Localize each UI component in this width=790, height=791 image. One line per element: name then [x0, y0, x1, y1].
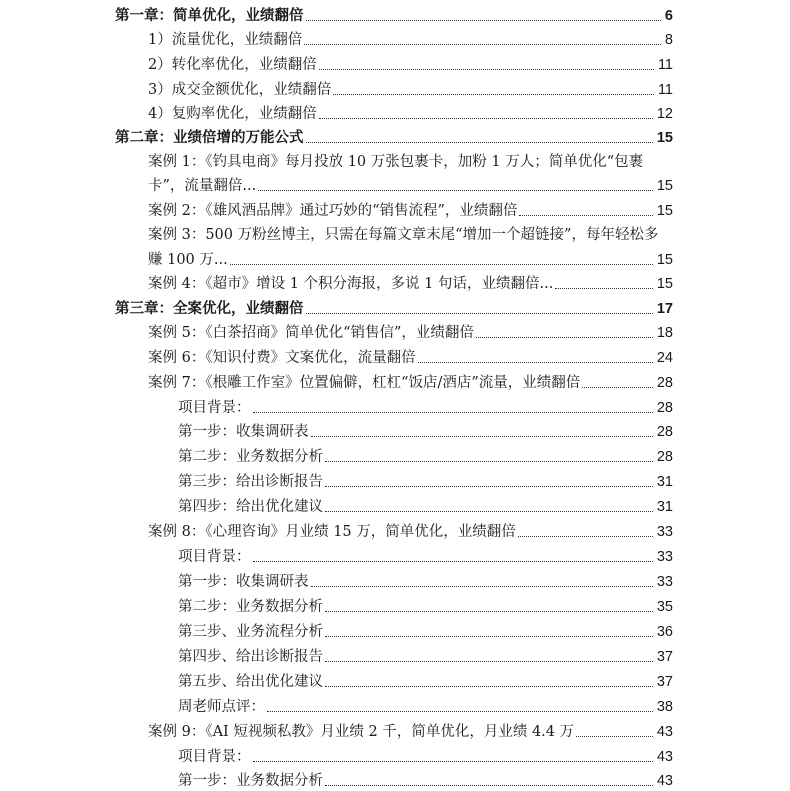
dot-leader — [576, 736, 653, 737]
toc-entry[interactable] — [178, 643, 673, 667]
toc-page-number: 17 — [656, 301, 673, 317]
toc-entry[interactable] — [178, 593, 673, 617]
toc-entry[interactable] — [148, 319, 673, 343]
toc-entry-title: 案例 4：《超市》增设 1 个积分海报，多说 1 句话，业绩翻倍... — [148, 276, 554, 292]
toc-entry[interactable] — [148, 51, 673, 75]
toc-page-number: 15 — [656, 178, 673, 194]
toc-page-number: 15 — [656, 252, 673, 268]
toc-entry[interactable] — [148, 76, 673, 100]
toc-page-number: 43 — [656, 749, 673, 765]
toc-entry[interactable] — [148, 26, 673, 50]
toc-entry-title: 案例 5：《白茶招商》简单优化“销售信”，业绩翻倍 — [148, 325, 474, 341]
toc-page-number: 31 — [656, 499, 673, 515]
toc-entry-title: 第二步：业务数据分析 — [178, 449, 323, 465]
dot-leader — [311, 436, 653, 437]
toc-page-number: 33 — [656, 524, 673, 540]
dot-leader — [476, 337, 653, 338]
toc-page-number: 6 — [664, 8, 673, 24]
toc-entry-title: 第一章：简单优化，业绩翻倍 — [115, 8, 304, 24]
toc-entry-title: 项目背景： — [178, 400, 251, 416]
toc-entry-title: 案例 8：《心理咨询》月业绩 15 万，简单优化，业绩翻倍 — [148, 524, 516, 540]
toc-page-number: 28 — [656, 449, 673, 465]
dot-leader — [325, 636, 653, 637]
toc-page-number: 15 — [656, 130, 673, 146]
toc-entry-title: 案例 1：《钓具电商》每月投放 10 万张包裹卡，加粉 1 万人；简单优化“包裹 — [148, 154, 644, 170]
toc-entry-title: 项目背景： — [178, 749, 251, 765]
toc-entry[interactable] — [148, 369, 673, 393]
toc-page-number: 33 — [656, 549, 673, 565]
toc-entry[interactable] — [178, 543, 673, 567]
toc-entry[interactable] — [178, 394, 673, 418]
toc-entry[interactable] — [178, 668, 673, 692]
toc-page-number: 28 — [656, 375, 673, 391]
toc-entry[interactable] — [115, 2, 673, 26]
toc-entry-title: 第三章：全案优化，业绩翻倍 — [115, 301, 304, 317]
toc-page-number: 35 — [656, 599, 673, 615]
toc-entry-title: 案例 2：《雄风酒品牌》通过巧妙的“销售流程”，业绩翻倍 — [148, 203, 518, 219]
dot-leader — [325, 511, 653, 512]
toc-entry-title: 第三步、业务流程分析 — [178, 624, 323, 640]
dot-leader — [518, 536, 653, 537]
dot-leader — [325, 461, 653, 462]
toc-entry-title: 案例 3：500 万粉丝博主，只需在每篇文章末尾“增加一个超链接”，每年轻松多 — [148, 227, 659, 243]
toc-entry-title: 案例 6：《知识付费》文案优化，流量翻倍 — [148, 350, 416, 366]
dot-leader — [306, 20, 661, 21]
toc-entry[interactable] — [178, 443, 673, 467]
toc-page-number: 11 — [657, 57, 673, 73]
dot-leader — [253, 412, 653, 413]
toc-entry[interactable] — [148, 100, 673, 124]
dot-leader — [319, 118, 653, 119]
toc-page-number: 43 — [656, 724, 673, 740]
toc-entry-title: 项目背景： — [178, 549, 251, 565]
toc-entry-title: 卡”，流量翻倍... — [148, 178, 257, 194]
dot-leader — [304, 44, 661, 45]
toc-entry-title: 2）转化率优化，业绩翻倍 — [148, 57, 317, 73]
toc-entry-title: 第三步：给出诊断报告 — [178, 474, 323, 490]
toc-entry-title: 4）复购率优化，业绩翻倍 — [148, 106, 317, 122]
dot-leader — [267, 711, 653, 712]
dot-leader — [325, 611, 653, 612]
dot-leader — [582, 387, 653, 388]
toc-entry[interactable] — [178, 618, 673, 642]
toc-entry[interactable] — [148, 518, 673, 542]
toc-entry[interactable] — [148, 718, 673, 742]
toc-entry-title: 第一步：收集调研表 — [178, 424, 309, 440]
dot-leader — [306, 313, 653, 314]
toc-page-number: 36 — [656, 624, 673, 640]
toc-entry-title: 第五步、给出优化建议 — [178, 674, 323, 690]
toc-page-number: 15 — [656, 276, 673, 292]
dot-leader — [253, 761, 653, 762]
dot-leader — [311, 586, 653, 587]
toc-page-number: 12 — [656, 106, 673, 122]
dot-leader — [319, 69, 654, 70]
toc-page-number: 43 — [656, 773, 673, 789]
dot-leader — [258, 190, 653, 191]
toc-page-number: 38 — [656, 699, 673, 715]
toc-entry[interactable] — [178, 493, 673, 517]
dot-leader — [306, 142, 653, 143]
toc-page-number: 15 — [656, 203, 673, 219]
toc-entry-title: 案例 9：《AI 短视频私教》月业绩 2 千，简单优化，月业绩 4.4 万 — [148, 724, 575, 740]
dot-leader — [555, 288, 653, 289]
toc-entry-title: 第一步：收集调研表 — [178, 574, 309, 590]
toc-page-number: 37 — [656, 674, 673, 690]
toc-entry[interactable] — [115, 124, 673, 148]
toc-page-number: 11 — [657, 82, 673, 98]
toc-entry[interactable] — [148, 344, 673, 368]
toc-entry-title: 第四步、给出诊断报告 — [178, 649, 323, 665]
dot-leader — [333, 94, 654, 95]
toc-page-number: 33 — [656, 574, 673, 590]
toc-entry[interactable] — [178, 767, 673, 791]
toc-entry-title: 第二步：业务数据分析 — [178, 599, 323, 615]
toc-page-number: 24 — [656, 350, 673, 366]
toc-entry[interactable] — [148, 172, 673, 196]
toc-entry[interactable] — [178, 568, 673, 592]
dot-leader — [325, 686, 653, 687]
toc-entry-title: 第一步：业务数据分析 — [178, 773, 323, 789]
dot-leader — [519, 215, 652, 216]
dot-leader — [325, 785, 653, 786]
toc-entry[interactable] — [178, 743, 673, 767]
toc-entry[interactable] — [178, 418, 673, 442]
toc-entry-title: 周老师点评： — [178, 699, 265, 715]
toc-page-number: 31 — [656, 474, 673, 490]
toc-page-number: 28 — [656, 400, 673, 416]
toc-entry-wrapped-line[interactable] — [148, 221, 658, 245]
toc-entry[interactable] — [148, 270, 673, 294]
toc-page-number: 18 — [656, 325, 673, 341]
dot-leader — [418, 362, 653, 363]
dot-leader — [325, 661, 653, 662]
toc-page-number: 28 — [656, 424, 673, 440]
toc-entry-title: 案例 7：《根雕工作室》位置偏僻，杠杠“饭店/酒店”流量，业绩翻倍 — [148, 375, 581, 391]
toc-page-number: 37 — [656, 649, 673, 665]
toc-entry[interactable] — [178, 468, 673, 492]
toc-entry-title: 3）成交金额优化，业绩翻倍 — [148, 82, 332, 98]
toc-entry-title: 第二章：业绩倍增的万能公式 — [115, 130, 304, 146]
dot-leader — [253, 561, 653, 562]
toc-entry-title: 第四步：给出优化建议 — [178, 499, 323, 515]
toc-page-number: 8 — [664, 32, 673, 48]
toc-entry-title: 1）流量优化，业绩翻倍 — [148, 32, 303, 48]
toc-entry[interactable] — [115, 295, 673, 319]
toc-entry[interactable] — [178, 693, 673, 717]
dot-leader — [230, 264, 653, 265]
toc-entry-title: 赚 100 万... — [148, 252, 228, 268]
toc-entry[interactable] — [148, 246, 673, 270]
toc-entry-wrapped-line[interactable] — [148, 148, 643, 172]
dot-leader — [325, 486, 653, 487]
toc-entry[interactable] — [148, 197, 673, 221]
